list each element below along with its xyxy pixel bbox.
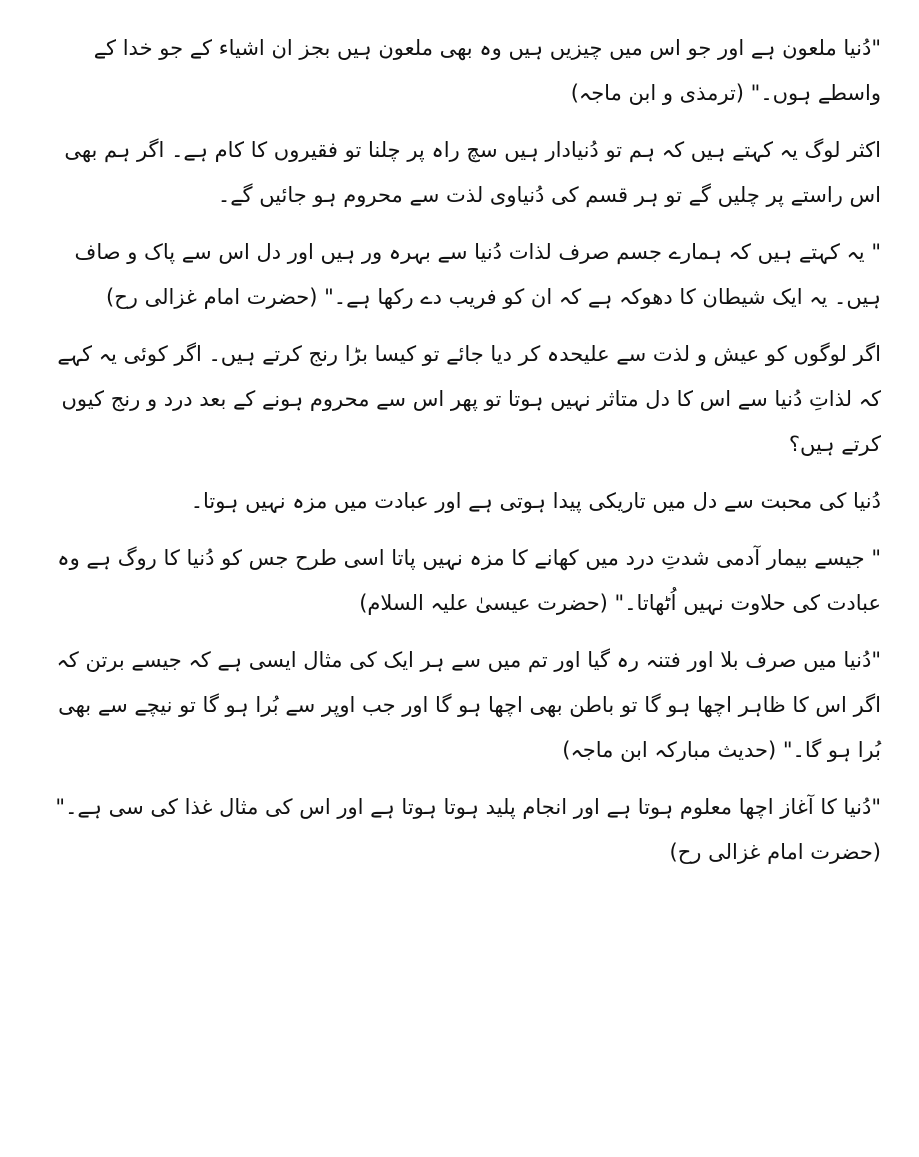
paragraph-4: اگر لوگوں کو عیش و لذت سے علیحدہ کر دیا جائے تو کیسا بڑا رنج کرتے ہیں۔ اگر کوئی یہ کہے کہ لذاتِ دُنیا سے اس کا دل متاثر نہیں ہوتا تو پھر اس سے محروم ہونے کے بعد درد و رنج کیوں کرتے ہیں؟ <box>57 342 881 456</box>
paragraph-3: " یہ کہتے ہیں کہ ہمارے جسم صرف لذات دُنیا سے بہرہ ور ہیں اور دل اس سے پاک و صاف ہیں۔ یہ ایک شیطان کا دھوکہ ہے کہ ان کو فریب دے رکھا ہے۔" (حضرت امام غزالی رح) <box>74 240 881 309</box>
paragraph-2: اکثر لوگ یہ کہتے ہیں کہ ہم تو دُنیادار ہیں سچ راہ پر چلنا تو فقیروں کا کام ہے۔ اگر ہم بھی اس راستے پر چلیں گے تو ہر قسم کی دُنیاوی لذت سے محروم ہو جائیں گے۔ <box>64 138 881 207</box>
paragraph-7: "دُنیا میں صرف بلا اور فتنہ رہ گیا اور تم میں سے ہر ایک کی مثال ایسی ہے کہ جیسے برتن کہ اگر اس کا ظاہر اچھا ہو گا تو باطن بھی اچھا ہو گا اور جب اوپر سے بُرا ہو گا تو نیچے سے بھی بُرا ہو گا۔" (حدیث مبارکہ ابن ماجہ) <box>56 648 881 762</box>
paragraph-8: "دُنیا کا آغاز اچھا معلوم ہوتا ہے اور انجام پلید ہوتا ہوتا ہے اور اس کی مثال غذا کی سی ہے۔" (حضرت امام غزالی رح) <box>55 795 881 864</box>
paragraph-5: دُنیا کی محبت سے دل میں تاریکی پیدا ہوتی ہے اور عبادت میں مزہ نہیں ہوتا۔ <box>190 489 881 513</box>
paragraph-6: " جیسے بیمار آدمی شدتِ درد میں کھانے کا مزہ نہیں پاتا اسی طرح جس کو دُنیا کا روگ ہے وہ عبادت کی حلاوت نہیں اُٹھاتا۔" (حضرت عیسیٰ علیہ السلام) <box>57 546 881 615</box>
paragraph-1: "دُنیا ملعون ہے اور جو اس میں چیزیں ہیں وہ بھی ملعون ہیں بجز ان اشیاء کے جو خدا کے واسطے ہوں۔" (ترمذی و ابن ماجہ) <box>93 36 881 105</box>
